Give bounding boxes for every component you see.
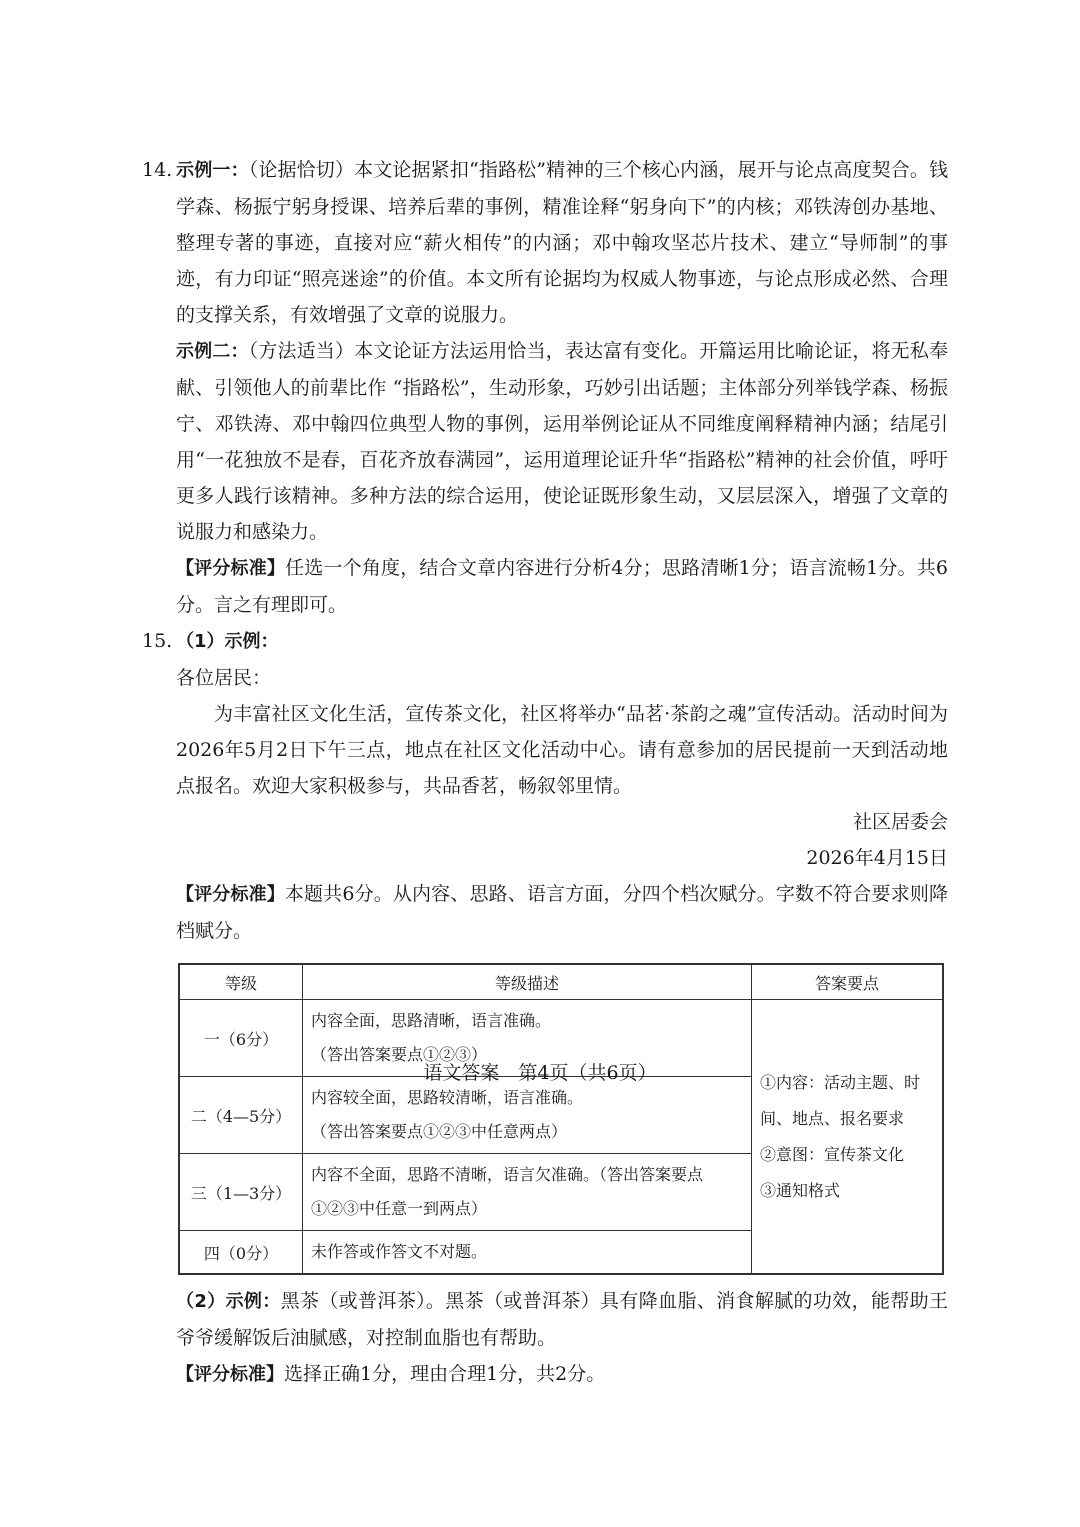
q14-criteria-label: 【评分标准】 — [176, 558, 286, 579]
q14-number: 14. — [142, 159, 173, 181]
q15-part2-label: （2）示例： — [176, 1291, 281, 1312]
desc-line: 内容不全面，思路不清晰，语言欠准确。（答出答案要点 — [311, 1165, 704, 1184]
q14-ex1-label: 示例一： — [176, 160, 249, 181]
q15-part2 — [176, 1283, 948, 1356]
key-point-line: ②意图：宣传茶文化 — [760, 1144, 905, 1164]
q15-number: 15. — [142, 630, 173, 652]
row-description — [303, 1231, 752, 1275]
notice-signature: 社区居委会 — [852, 811, 948, 833]
key-point-line: ③通知格式 — [760, 1180, 841, 1200]
notice-date: 2026年4月15日 — [806, 847, 948, 869]
row-level: 一（6分） — [179, 1000, 303, 1077]
q14-ex2-text: （方法适当）本文论证方法运用恰当，表达富有变化。开篇运用比喻论证，将无私奉献、引领他人的前辈比作 “指路松”，生动形象，巧妙引出话题；主体部分列举钱学森、杨振宁、邓铁涛、邓中翰四位典型人物的事例，运用举例论证从不同维度阐释精神内涵；结尾引用“一花独放不是春，百花齐放春满园”，运用道理论证升华“指路松”精神的社会价值，呼吁更多人践行该精神。多种方法的综合运用，使论证既形象生动，又层层深入，增强了文章的说服力和感染力。 — [176, 340, 948, 543]
q15-criteria — [176, 876, 948, 949]
q14-criteria — [176, 550, 948, 623]
key-point-line: 间、地点、报名要求 — [760, 1108, 905, 1128]
row-description — [303, 1077, 752, 1154]
q15-part2-criteria — [176, 1356, 948, 1393]
q15-part1-label: （1）示例： — [176, 631, 279, 652]
header-description: 等级描述 — [303, 964, 752, 1000]
q15-part1-heading — [142, 623, 948, 660]
q15-block — [142, 623, 948, 949]
desc-line: （答出答案要点①②③中任意两点） — [311, 1122, 568, 1141]
desc-line: ①②③中任意一到两点） — [311, 1199, 488, 1218]
q15-criteria-text: 本题共6分。从内容、思路、语言方面，分四个档次赋分。字数不符合要求则降档赋分。 — [176, 883, 949, 942]
page-content — [142, 152, 948, 1393]
row-level: 二（4—5分） — [179, 1077, 303, 1154]
page-footer: 语文答案 第4页（共6页） — [423, 1062, 657, 1084]
notice-salutation: 各位居民： — [176, 667, 272, 689]
q15-criteria-label: 【评分标准】 — [176, 884, 285, 905]
table-header-row — [179, 964, 943, 1000]
q14-ex1-text: （论据恰切）本文论据紧扣“指路松”精神的三个核心内涵，展开与论点高度契合。钱学森、杨振宁躬身授课、培养后辈的事例，精准诠释“躬身向下”的内核；邓铁涛创办基地、整理专著的事迹，直接对应“薪火相传”的内涵；邓中翰攻坚芯片技术、建立“导师制”的事迹，有力印证“照亮迷途”的价值。本文所有论据均为权威人物事迹，与论点形成必然、合理的支撑关系，有效增强了文章的说服力。 — [176, 159, 949, 326]
q15-criteria2-text: 选择正确1分，理由合理1分，共2分。 — [284, 1363, 606, 1385]
q14-ex2-label: 示例二： — [176, 341, 249, 362]
header-key-points: 答案要点 — [752, 964, 944, 1000]
desc-line: 内容全面，思路清晰，语言准确。 — [311, 1011, 552, 1030]
row-description — [303, 1154, 752, 1231]
desc-line: 未作答或作答文不对题。 — [311, 1242, 488, 1261]
header-level: 等级 — [179, 964, 303, 1000]
key-point-line: ①内容：活动主题、时 — [760, 1072, 921, 1092]
q14-criteria-text: 任选一个角度，结合文章内容进行分析4分；思路清晰1分；语言流畅1分。共6分。言之有理即可。 — [176, 557, 949, 616]
q15-criteria2-label: 【评分标准】 — [176, 1364, 284, 1385]
row-level: 四（0分） — [179, 1231, 303, 1275]
notice-body: 为丰富社区文化生活，宣传茶文化，社区将举办“品茗·茶韵之魂”宣传活动。活动时间为2026年5月2日下午三点，地点在社区文化活动中心。请有意参加的居民提前一天到活动地点报名。欢迎大家积极参与，共品香茗，畅叙邻里情。 — [176, 703, 948, 797]
q15-part2-text: 黑茶（或普洱茶）。黑茶（或普洱茶）具有降血脂、消食解腻的功效，能帮助王爷爷缓解饭后油腻感，对控制血脂也有帮助。 — [176, 1290, 948, 1349]
q15-part2-block — [142, 1283, 948, 1393]
desc-line: （答出答案要点①②③） — [311, 1045, 488, 1064]
row-level: 三（1—3分） — [179, 1154, 303, 1231]
key-points-cell — [752, 1000, 944, 1275]
desc-line: 内容较全面，思路较清晰，语言准确。 — [311, 1088, 584, 1107]
q14-example-2 — [176, 333, 948, 550]
q14-block — [142, 152, 948, 623]
q14-example-1 — [142, 152, 949, 333]
grading-table — [178, 963, 944, 1275]
